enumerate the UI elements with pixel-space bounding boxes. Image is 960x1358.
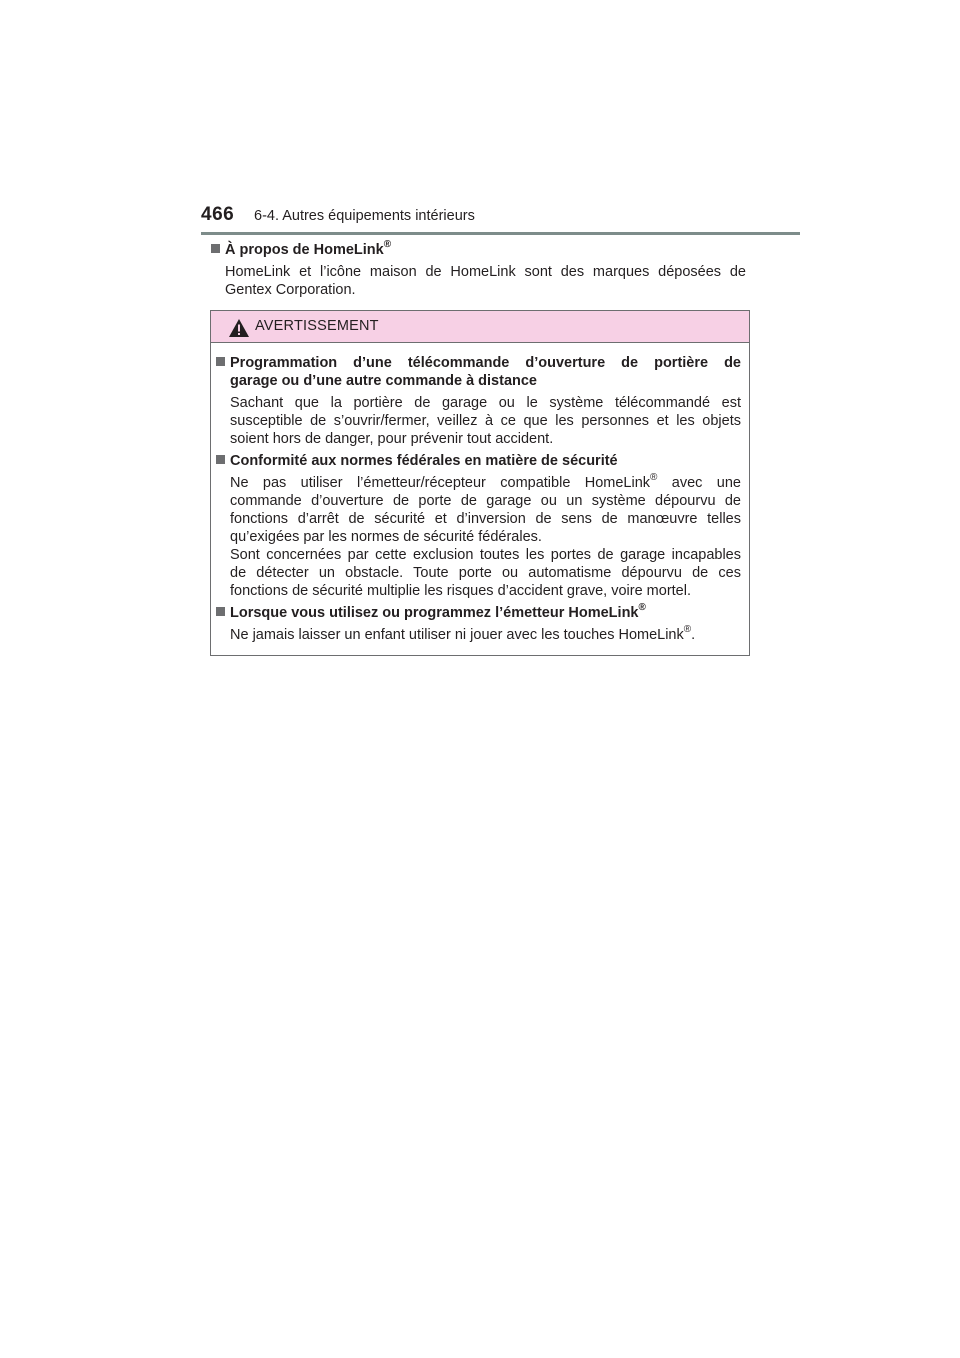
about-text [211, 263, 746, 299]
about-text-line-1: HomeLink et l’icône maison de HomeLink sont des marques déposées de [225, 264, 746, 280]
square-bullet-icon [216, 607, 225, 616]
text-line [230, 474, 741, 492]
header-rule [201, 232, 800, 235]
warning-body [211, 343, 749, 644]
square-bullet-icon [216, 455, 225, 464]
text-line: susceptible de s’ouvrir/fermer, veillez à ce que les personnes et les objets [230, 413, 741, 429]
heading-text: Lorsque vous utilisez ou programmez l’émetteur HomeLink [230, 605, 639, 621]
registered-mark: ® [650, 472, 658, 484]
about-title: À propos de HomeLink [225, 242, 384, 258]
text-line: fonctions de sécurité multiplie les risques d’accident grave, voire mortel. [230, 583, 691, 599]
about-text-line-2: Gentex Corporation. [225, 282, 356, 298]
warning-item-text [216, 394, 741, 448]
warning-item-heading [216, 604, 741, 622]
heading-text: Programmation d’une télécommande d’ouverture de portière de [230, 355, 741, 371]
text-line: Sachant que la portière de garage ou le système télécommandé est [230, 395, 741, 411]
warning-label: AVERTISSEMENT [255, 318, 379, 334]
page-number: 466 [201, 204, 235, 225]
heading-text: Conformité aux normes fédérales en matière de sécurité [230, 453, 618, 469]
text-part: Ne pas utiliser l’émetteur/récepteur compatible HomeLink [230, 475, 651, 491]
warning-item-text [216, 474, 741, 600]
warning-triangle-icon [228, 318, 250, 338]
text-part: . [691, 627, 696, 643]
warning-header [211, 311, 749, 343]
text-line: de détecter un obstacle. Toute porte ou automatisme dépourvu de ces [230, 565, 741, 581]
text-line [230, 626, 741, 644]
warning-item-heading [216, 354, 741, 390]
warning-item-compliance [216, 452, 741, 600]
warning-box [210, 310, 750, 656]
registered-mark: ® [638, 602, 646, 614]
registered-mark: ® [383, 239, 392, 251]
about-homelink-section [211, 241, 746, 299]
text-line: soient hors de danger, pour prévenir tout accident. [230, 431, 554, 447]
about-heading [211, 241, 746, 259]
warning-item-child-safety [216, 604, 741, 644]
warning-item-heading [216, 452, 741, 470]
text-line: Sont concernées par cette exclusion toutes les portes de garage incapables [230, 547, 741, 563]
heading-line-2: garage ou d’une autre commande à distance [230, 373, 537, 389]
section-title: 6-4. Autres équipements intérieurs [254, 208, 475, 224]
text-line: qu’exigées par les normes de sécurité fédérales. [230, 529, 542, 545]
text-part: avec une [657, 475, 741, 491]
square-bullet-icon [216, 357, 225, 366]
heading-line-1 [230, 354, 741, 372]
square-bullet-icon [211, 244, 220, 253]
warning-item-programming [216, 354, 741, 448]
text-line: fonctions d’arrêt de sécurité et d’inversion de sens de manœuvre telles [230, 511, 741, 527]
warning-item-text [216, 626, 741, 644]
text-part: Ne jamais laisser un enfant utiliser ni jouer avec les touches HomeLink [230, 627, 684, 643]
registered-mark: ® [683, 624, 692, 636]
text-line: commande d’ouverture de porte de garage ou un système dépourvu de [230, 493, 741, 509]
